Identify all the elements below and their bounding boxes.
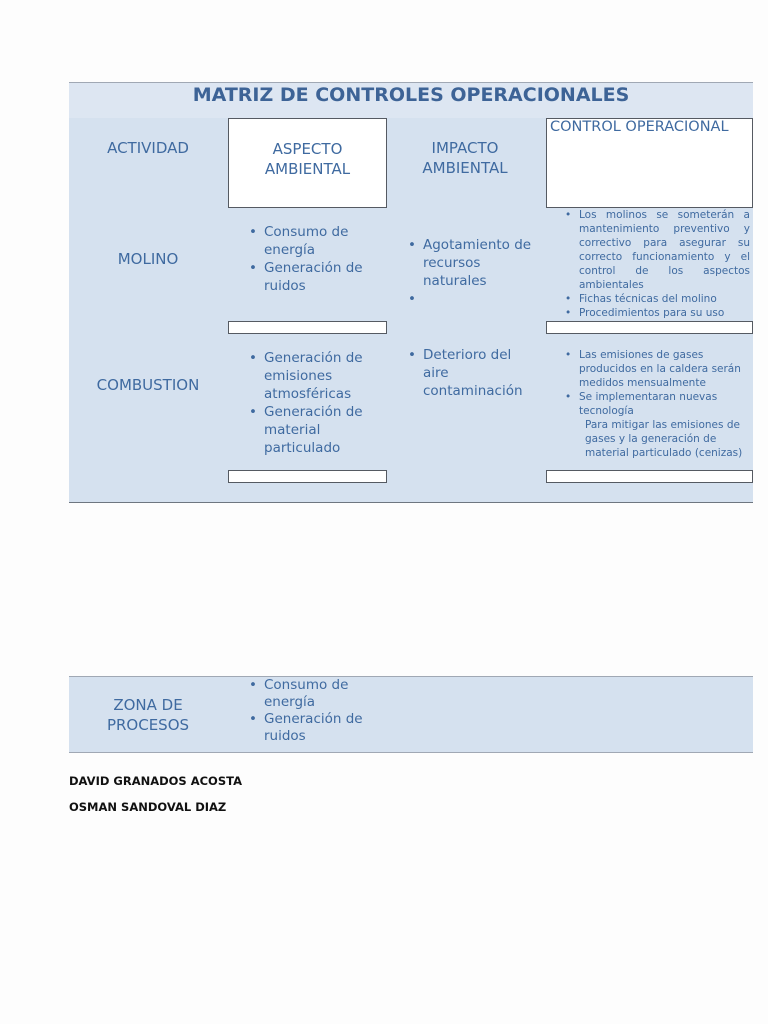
molino-aspectos [246,223,371,295]
header-control-box [546,118,753,208]
author-name: DAVID GRANADOS ACOSTA [69,774,242,788]
list-item: • Las emisiones de gases producidos en la caldera serán medidos mensualmente [559,348,751,390]
list-item: • Procedimientos para su uso [559,306,750,320]
list-item: • Generación de ruidos [246,711,371,745]
molino-aspecto-field [228,321,387,334]
zona-aspectos [246,677,371,745]
combustion-aspecto-field [228,470,387,483]
header-impacto: IMPACTO AMBIENTAL [422,139,508,177]
header-actividad: ACTIVIDAD [107,139,189,157]
molino-control-field [546,321,753,334]
list-item: • Generación de material particulado [246,403,371,457]
matrix-table [69,82,753,503]
combustion-impactos [405,346,525,400]
list-item: • Deterioro del aire contaminación [405,346,525,400]
row-label-combustion: COMBUSTION [96,376,200,394]
list-item: • Generación de emisiones atmosféricas [246,349,371,403]
molino-impactos [405,236,540,308]
list-item: • Los molinos se someterán a mantenimiento preventivo y correctivo para asegurar su correcto funcionamiento y el control de los aspectos ambientales [559,208,750,292]
list-item: • Consumo de energía [246,223,371,259]
combustion-control-note: Para mitigar las emisiones de gases y la generación de material particulado (cenizas) [585,419,743,459]
combustion-aspectos [246,349,371,457]
matrix-title: MATRIZ DE CONTROLES OPERACIONALES [69,83,753,118]
molino-controles [559,208,750,320]
combustion-control-field [546,470,753,483]
author-name: OSMAN SANDOVAL DIAZ [69,800,227,814]
header-aspecto: ASPECTO AMBIENTAL [264,140,351,178]
row-label-zona: ZONA DE PROCESOS [106,696,190,734]
list-item: • Agotamiento de recursos naturales [405,236,540,290]
list-item: • Consumo de energía [246,677,371,711]
header-aspecto-box [228,118,387,208]
row-label-molino: MOLINO [117,250,179,268]
list-item: • Generación de ruidos [246,259,371,295]
list-item [405,290,540,308]
zona-table [69,676,753,753]
combustion-controles [559,348,751,460]
combustion-controles-list [559,348,751,418]
list-item: • Se implementaran nuevas tecnología [559,390,751,418]
list-item: • Fichas técnicas del molino [559,292,750,306]
header-control: CONTROL OPERACIONAL [550,119,729,135]
